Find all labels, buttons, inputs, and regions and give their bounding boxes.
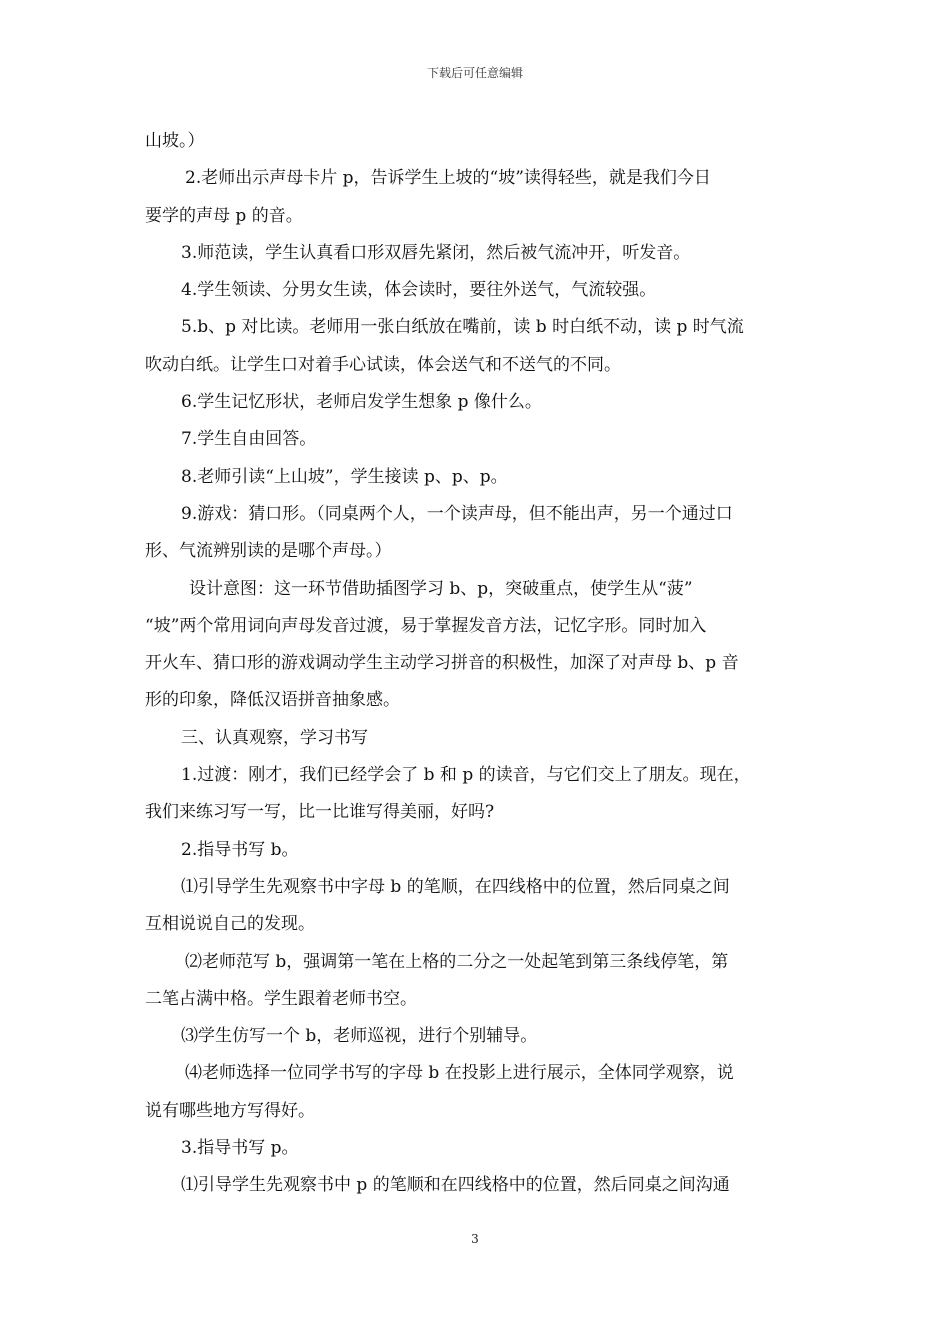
text-line: 6.学生记忆形状，老师启发学生想象 p 像什么。 [181, 392, 542, 413]
document-body [145, 123, 811, 1205]
text-line: 4.学生领读、分男女生读，体会读时，要往外送气，气流较强。 [181, 280, 657, 301]
page-number: 3 [471, 1232, 479, 1246]
text-line: 形、气流辨别读的是哪个声母。） [145, 541, 392, 562]
text-line: 1.过渡：刚才，我们已经学会了 b 和 p 的读音，与它们交上了朋友。现在， [181, 765, 751, 786]
text-line: 5.b、p 对比读。老师用一张白纸放在嘴前，读 b 时白纸不动，读 p 时气流 [181, 317, 744, 338]
text-line: 我们来练习写一写，比一比谁写得美丽，好吗? [145, 802, 495, 823]
text-line: 形的印象，降低汉语拼音抽象感。 [145, 690, 400, 711]
text-line: 9.游戏：猜口形。（同桌两个人，一个读声母，但不能出声，另一个通过口 [181, 503, 733, 524]
text-line: ⑴引导学生先观察书中字母 b 的笔顺，在四线格中的位置，然后同桌之间 [181, 876, 730, 897]
text-line: 设计意图：这一环节借助插图学习 b、p，突破重点，使学生从“菠” [189, 578, 693, 599]
text-line: 吹动白纸。让学生口对着手心试读，体会送气和不送气的不同。 [145, 354, 621, 375]
text-line: 二笔占满中格。学生跟着老师书空。 [145, 988, 417, 1009]
text-line: ⑵老师范写 b，强调第一笔在上格的二分之一处起笔到第三条线停笔，第 [185, 951, 729, 972]
text-line: 3.指导书写 p。 [181, 1138, 299, 1159]
text-line: 要学的声母 p 的音。 [145, 205, 303, 226]
text-line: 互相说说自己的发现。 [145, 914, 315, 935]
text-line: 2.指导书写 b。 [181, 839, 299, 860]
text-line: ⑶学生仿写一个 b，老师巡视，进行个别辅导。 [181, 1026, 538, 1047]
text-line: 山坡。） [145, 131, 205, 151]
text-line: 3.师范读，学生认真看口形双唇先紧闭，然后被气流冲开，听发音。 [181, 242, 691, 263]
text-line: “坡”两个常用词向声母发音过渡，易于掌握发音方法，记忆字形。同时加入 [145, 615, 707, 636]
text-line: 8.老师引读“上山坡”，学生接读 p、p、p。 [181, 466, 508, 487]
text-line: 三、认真观察，学习书写 [181, 727, 368, 748]
text-line: 说有哪些地方写得好。 [145, 1100, 315, 1121]
text-line: ⑷老师选择一位同学书写的字母 b 在投影上进行展示，全体同学观察，说 [185, 1063, 734, 1084]
text-line: 7.学生自由回答。 [181, 429, 317, 450]
text-line: 开火车、猜口形的游戏调动学生主动学习拼音的积极性，加深了对声母 b、p 音 [145, 653, 739, 674]
text-line: ⑴引导学生先观察书中 p 的笔顺和在四线格中的位置，然后同桌之间沟通 [181, 1175, 730, 1196]
text-line: 2.老师出示声母卡片 p，告诉学生上坡的“坡”读得轻些，就是我们今日 [185, 168, 711, 189]
page-header: 下载后可任意编辑 [426, 66, 523, 80]
